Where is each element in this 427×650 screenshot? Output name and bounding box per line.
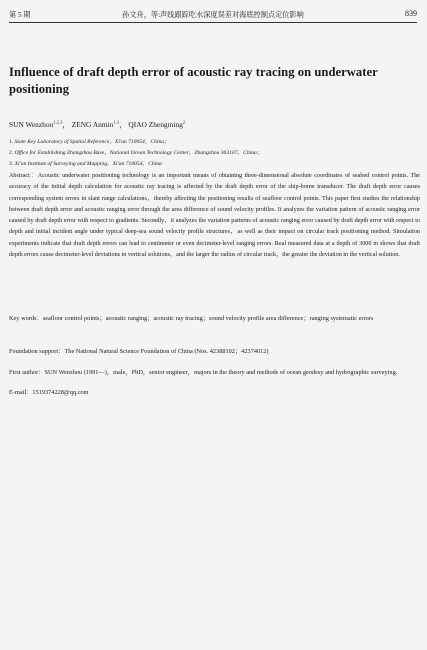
keywords: Key words：seafloor control points；acoustic ranging；acoustic ray tracing；sound velocity profile area difference；ranging systematic errors (9, 315, 374, 322)
page-number: 839 (405, 9, 417, 18)
affiliation-text: Xi'an Institute of Surveying and Mapping，Xi'an 710054，China (14, 161, 162, 167)
author-affil-sup: 1,3 (113, 119, 120, 125)
author-name: SUN Wenzhou (9, 120, 54, 129)
running-title: 孙文舟，等:声线跟踪吃水深度误差对海底控制点定位影响 (122, 11, 304, 19)
affiliation-item (9, 159, 262, 170)
affiliation-number: 3. (9, 161, 14, 167)
author-list (9, 119, 185, 130)
funding-note: Foundation support：The National Natural Science Foundation of China (Nos. 42388102；42374012) (9, 348, 269, 355)
author-name: QIAO Zhengming (128, 120, 183, 129)
first-author-note: First author：SUN Wenzhou (1991—)，male，PhD，senior engineer，majors in the theory and methods of ocean geodesy and hydrographic surveying. (9, 369, 398, 376)
affiliation-number: 1. (9, 139, 14, 145)
author-affil-sup: 2 (182, 119, 186, 125)
header-rule (9, 22, 417, 23)
issue-number: 第 5 期 (9, 11, 31, 19)
running-header (9, 8, 417, 22)
affiliations (9, 137, 262, 170)
affiliation-text: Office for Establishing Zhangzhou Base，National Ocean Technology Center，Zhangzhou 363107，China； (14, 150, 263, 156)
author-email: E-mail：1519374228@qq.com (9, 389, 89, 396)
paper-title: Influence of draft depth error of acoustic ray tracing on underwater positioning (9, 65, 378, 96)
author-separator: ， (62, 120, 70, 129)
author-affil-sup: 1,2,3 (53, 119, 63, 125)
abstract: Abstract：Acoustic underwater positioning technology is an important means of obtaining three-dimensional absolute coordinates of seabed control points. The accuracy of the initial depth calculation for acoustic ray tracing is affected by the draft depth error of the ship-borne transducer. The draft depth error causes corresponding system errors in slant range calculations，thereby affecting the positioning results of seafloor control points. This paper first studies the relationship between draft depth error and acoustic ranging error through the area difference of sound velocity profiles. It analyzes the variation pattern of acoustic ranging error caused by draft depth error with respect to gradients. Secondly，it analyzes the variation patterns of acoustic ranging error caused by draft depth error with respect to depth and initial incident angle under typical deep-sea sound velocity profile structures，as well as their impact on circular track positioning method. Simulation experiments indicate that draft depth errors can lead to centimeter or even decimeter-level ranging errors. Real measured data at a depth of 3000 m shows that draft depth errors cause decimeter-level deviations in vertical solutions，and the larger the radius of circular track，the greater the deviation in the vertical solution. (9, 173, 420, 259)
author-name: ZENG Anmin (71, 120, 114, 129)
author-separator: ， (119, 120, 127, 129)
affiliation-item (9, 137, 262, 148)
affiliation-item (9, 148, 262, 159)
affiliation-text: State Key Laboratory of Spatial Reference，Xi'an 710054，China； (14, 139, 170, 145)
affiliation-number: 2. (9, 150, 14, 156)
